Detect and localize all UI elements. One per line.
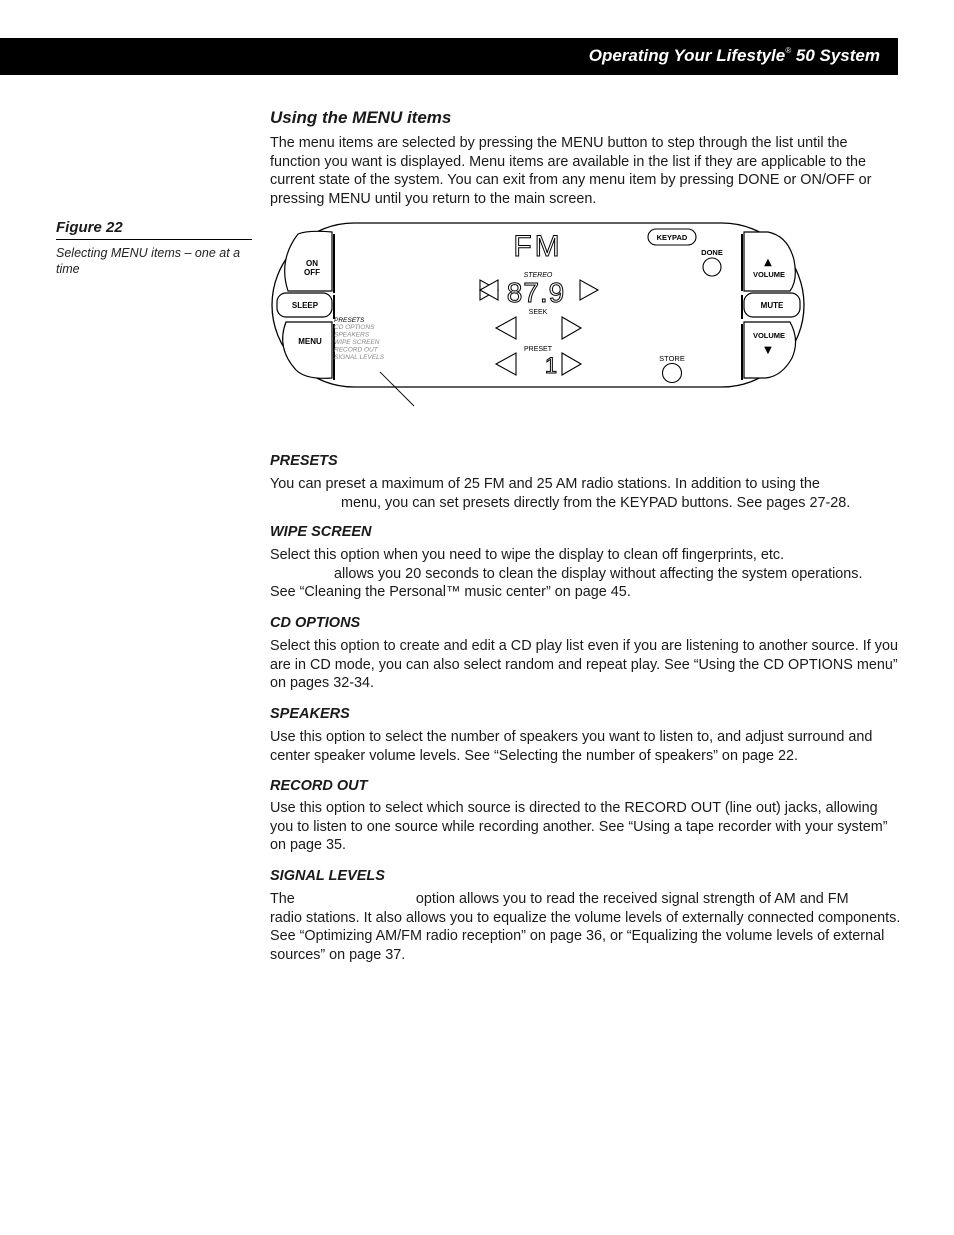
signal-levels-rest: radio stations. It also allows you to equalize the volume levels of externally connected components. See “Optimizing AM/FM radio reception” on page 36, or “Equalizing the volume levels of external sources” on page 37. — [270, 909, 901, 963]
volume-up-label: VOLUME — [752, 270, 786, 279]
mute-label: MUTE — [760, 301, 784, 310]
menu-item-presets: PRESETS — [334, 317, 365, 324]
wipe-screen-line-2: allows you 20 seconds to clean the display without affecting the system operations. — [334, 565, 863, 582]
seek-label: SEEK — [528, 309, 548, 316]
wipe-screen-line-1: Select this option when you need to wipe the display to clean off fingerprints, etc. — [270, 547, 785, 563]
menu-item-record-out: RECORD OUT — [334, 346, 378, 354]
menu-item-speakers: SPEAKERS — [334, 331, 370, 339]
presets-body — [270, 475, 902, 512]
on-off-label-2: OFF — [304, 268, 320, 277]
speakers-title: SPEAKERS — [270, 706, 350, 722]
header-title-text: Operating Your Lifestyle — [588, 46, 786, 65]
signal-levels-line-1 — [270, 890, 902, 909]
signal-levels-line-1-end: option allows you to read the received signal strength of AM and FM — [415, 891, 849, 907]
header-bar — [0, 38, 898, 75]
volume-down-arrow: ▼ — [764, 345, 772, 356]
svg-text:FM: FM — [513, 230, 563, 263]
wipe-screen-body — [270, 546, 902, 602]
menu-label: MENU — [298, 337, 322, 346]
volume-down-label: VOLUME — [752, 331, 786, 340]
on-off-label-1: ON — [306, 259, 318, 268]
header-title-suffix: 50 System — [791, 46, 880, 65]
speakers-body: Use this option to select the number of speakers you want to listen to, and adjust surround and center speaker volume levels. See “Selecting the number of speakers” on page 22. — [270, 729, 873, 764]
signal-levels-title: SIGNAL LEVELS — [270, 868, 385, 884]
volume-up-arrow: ▲ — [764, 257, 772, 268]
menu-button[interactable] — [283, 322, 332, 378]
record-out-body: Use this option to select which source is directed to the RECORD OUT (line out) jacks, allowing you to listen to one source while recording another. See “Using a tape recorder with your system” on page 35. — [270, 800, 888, 854]
presets-line-2: menu, you can set presets directly from the KEYPAD buttons. See pages 27-28. — [341, 494, 851, 511]
wipe-screen-title: WIPE SCREEN — [270, 524, 372, 540]
done-label: DONE — [701, 248, 723, 257]
registered-mark: ® — [785, 46, 792, 56]
signal-levels-body — [270, 890, 902, 964]
menu-item-signal-levels: SIGNAL LEVELS — [334, 354, 385, 361]
preset-label: PRESET — [523, 346, 553, 353]
figure-caption: Selecting MENU items – one at a time — [56, 246, 241, 276]
store-label: STORE — [659, 354, 685, 363]
figure-label: Figure 22 — [56, 219, 123, 236]
cd-options-title: CD OPTIONS — [270, 615, 361, 631]
wipe-screen-line-3: See “Cleaning the Personal™ music center” on page 45. — [270, 584, 631, 601]
sleep-label: SLEEP — [291, 301, 319, 310]
display-diagram — [268, 220, 808, 410]
menu-item-wipe-screen: WIPE SCREEN — [334, 339, 380, 346]
done-button[interactable] — [703, 258, 721, 276]
presets-title: PRESETS — [270, 453, 338, 469]
presets-line-1: You can preset a maximum of 25 FM and 25 AM radio stations. In addition to using the — [270, 476, 820, 492]
frequency-readout: 87.9 — [506, 277, 566, 308]
preset-number: 1 — [544, 353, 558, 378]
signal-levels-line-1-start: The — [270, 891, 295, 907]
band-readout — [513, 230, 562, 263]
stereo-indicator: STEREO — [523, 272, 553, 279]
figure-rule — [56, 239, 252, 240]
section-intro: The menu items are selected by pressing the MENU button to step through the list until the function you want is displayed. Menu items are available in the list if they are applicable to the current state of the system. You can exit from any menu item by pressing DONE or ON/OFF or pressing MENU until you return to the main screen. — [270, 135, 872, 207]
page-header-title — [589, 46, 880, 66]
store-button[interactable] — [663, 364, 682, 383]
section-title: Using the MENU items — [270, 108, 452, 127]
record-out-title: RECORD OUT — [270, 778, 368, 794]
menu-item-cd-options: CD OPTIONS — [334, 324, 375, 331]
cd-options-body: Select this option to create and edit a CD play list even if you are listening to another source. If you are in CD mode, you can also select random and repeat play. See “Using the CD OPTIONS menu” on pages 32-34. — [270, 638, 898, 692]
keypad-label: KEYPAD — [656, 233, 688, 242]
